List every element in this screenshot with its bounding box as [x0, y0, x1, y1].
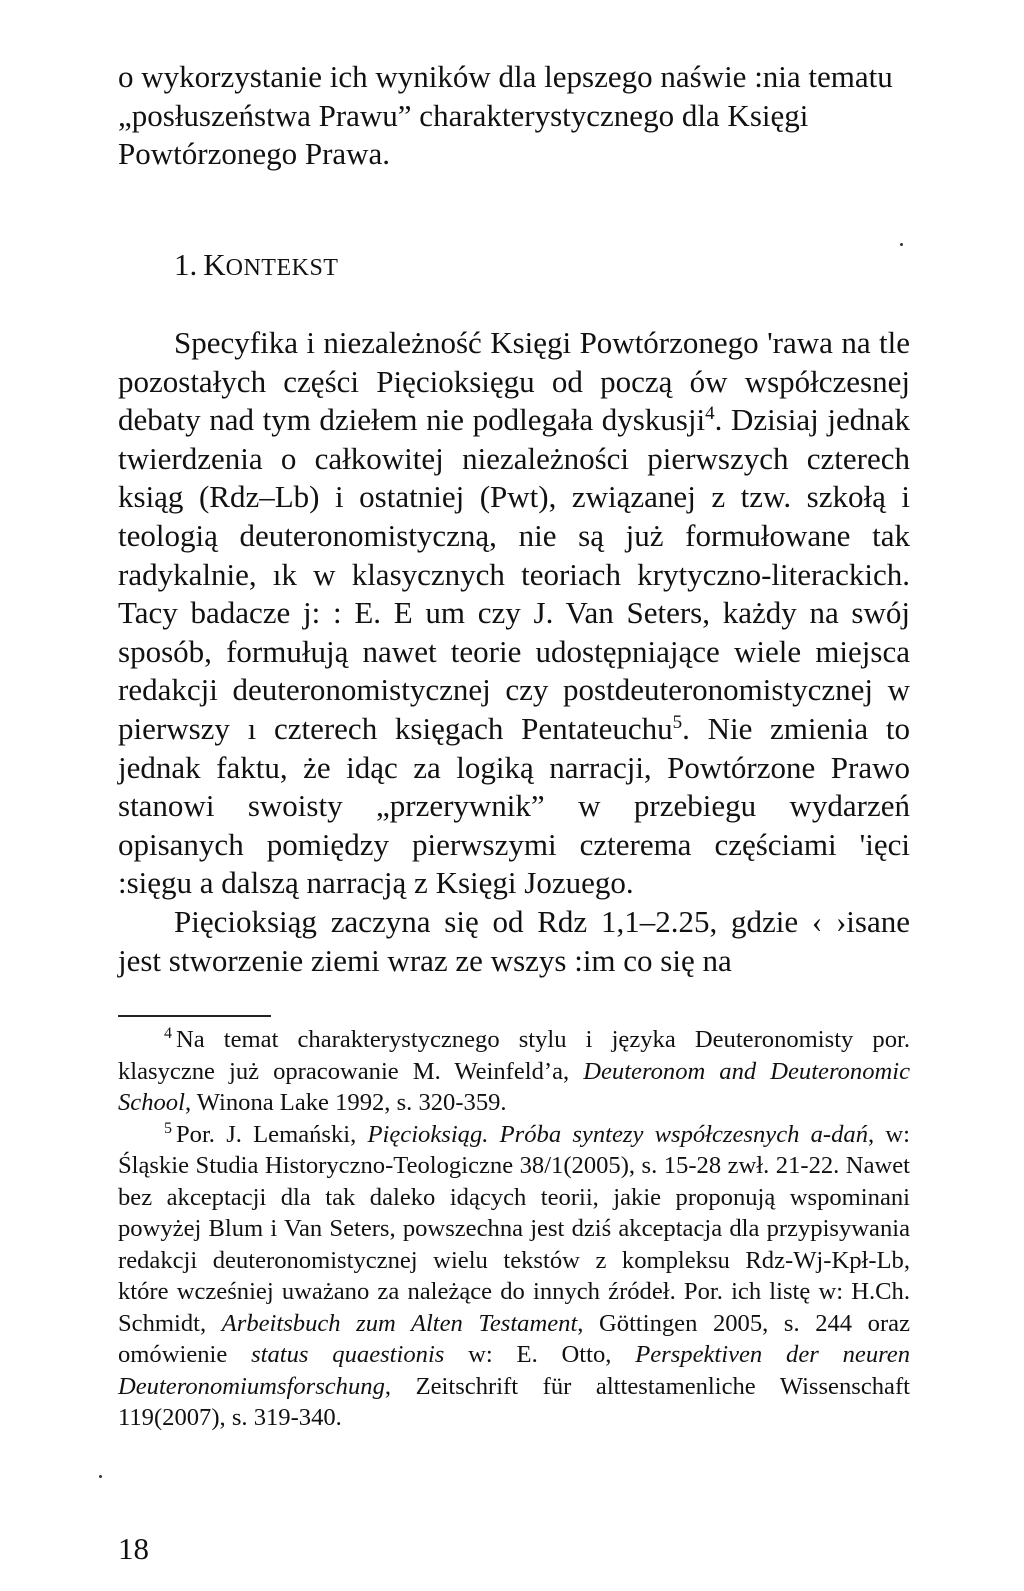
footnote-ref-5: 5 [672, 711, 683, 733]
footnote-4 [118, 1024, 910, 1119]
footnote-4-title: Deuteronom and Deuteronomic School [118, 1057, 911, 1116]
footnote-5-text-3: , Göttingen 2005, s. 244 oraz omówienie [118, 1309, 910, 1368]
section-number: 1. [174, 247, 198, 282]
footnote-5-text-2: , w: Śląskie Studia Historyczno-Teologiczne 38/1(2005), s. 15-28 zwł. 21-22. Nawet bez akceptacji dla tak daleko idących teorii, jakie proponują wspominani powyżej Blum i Van Seters, powszechna jest dziś akceptacja dla przypisywania redakcji deuteronomistycznej wielu tekstów z kompleksu Rdz-Wj-Kpł-Lb, które wcześniej uważano za należące do innych źródeł. Por. ich listę w: H.Ch. Schmidt, [118, 1120, 910, 1337]
page-number: 18 [118, 1531, 149, 1566]
footnote-5-text-4: w: E. Otto, [444, 1341, 636, 1368]
footnote-divider [118, 1015, 271, 1017]
footnote-4-mark: 4 [164, 1025, 172, 1042]
intro-block [118, 58, 910, 174]
footnote-ref-4: 4 [705, 403, 715, 425]
heading-rest: ONTEKST [225, 255, 339, 281]
footnote-5-text-1: Por. J. Lemański, [176, 1120, 368, 1148]
paragraph-1-part-2: . Dzisiaj jednak twierdzenia o całkowitej niezależności pierwszych czterech ksiąg (Rdz–Lb) i ostatniej (Pwt), związanej z tzw. szkołą i teologią deuteronomistyczną, nie są już formułowane tak radykalnie, ık w klasycznych teoriach krytyczno-literackich. Tacy badacze j: : E. E um czy J. Van Seters, każdy na swój sposób, formułują nawet teorie udostępniające wiele miejsca redakcji deuteronomistycznej czy postdeuteronomistycznej w pierwszy ı czterech księgach Pentateuchu [118, 402, 910, 746]
paragraph-1-part-3: . Nie zmienia to jednak faktu, że idąc za logiką narracji, Powtórzone Prawo stanowi swoisty „przerywnik” w przebiegu wydarzeń opisanych pomiędzy pierwszymi czterema częściami 'ięci :sięgu a dalszą narracją z Księgi Jozuego. [118, 710, 910, 901]
paragraph-1 [118, 324, 910, 903]
footnote-4-text-1: Na temat charakterystycznego stylu i języka Deuteronomisty por. klasyczne już opracowanie M. Weinfeld’a, [118, 1026, 910, 1085]
heading-initial: K [203, 247, 226, 282]
footnote-5-title-3: Perspektiven der neuren Deuteronomiumsforschung [118, 1341, 910, 1400]
scan-speck [99, 1475, 102, 1478]
footnote-4-text-2: , Winona Lake 1992, s. 320-359. [184, 1089, 507, 1116]
intro-paragraph: o wykorzystanie ich wyników dla lepszego naświe :nia tematu „posłuszeństwa Prawu” charakterystycznego dla Księgi Powtórzonego Prawa. [118, 59, 893, 172]
section-body [118, 324, 910, 980]
footnote-5-text-5: , Zeitschrift für alttestamenliche Wissenschaft 119(2007), s. 319-340. [118, 1372, 910, 1431]
paragraph-1-part-1: Specyfika i niezależność Księgi Powtórzonego 'rawa na tle pozostałych części Pięcioksięgu od począ ów współczesnej debaty nad tym dziełem nie podlegała dyskusji [118, 325, 910, 438]
footnote-5-term: status quaestionis [251, 1341, 445, 1368]
footnote-5 [118, 1119, 910, 1434]
section-heading [174, 246, 338, 287]
scan-speck [900, 243, 903, 246]
paragraph-2: Pięcioksiąg zaczyna się od Rdz 1,1–2.25, gdzie ‹ ›isane jest stworzenie ziemi wraz ze wszys :im co się na [118, 903, 910, 978]
footnote-5-mark: 5 [164, 1119, 172, 1137]
footnote-5-title-2: Arbeitsbuch zum Alten Testament [221, 1309, 578, 1337]
footnotes [118, 1024, 910, 1434]
footnote-5-title-1: Pięcioksiąg. Próba syntezy współczesnych a-dań [367, 1120, 869, 1148]
